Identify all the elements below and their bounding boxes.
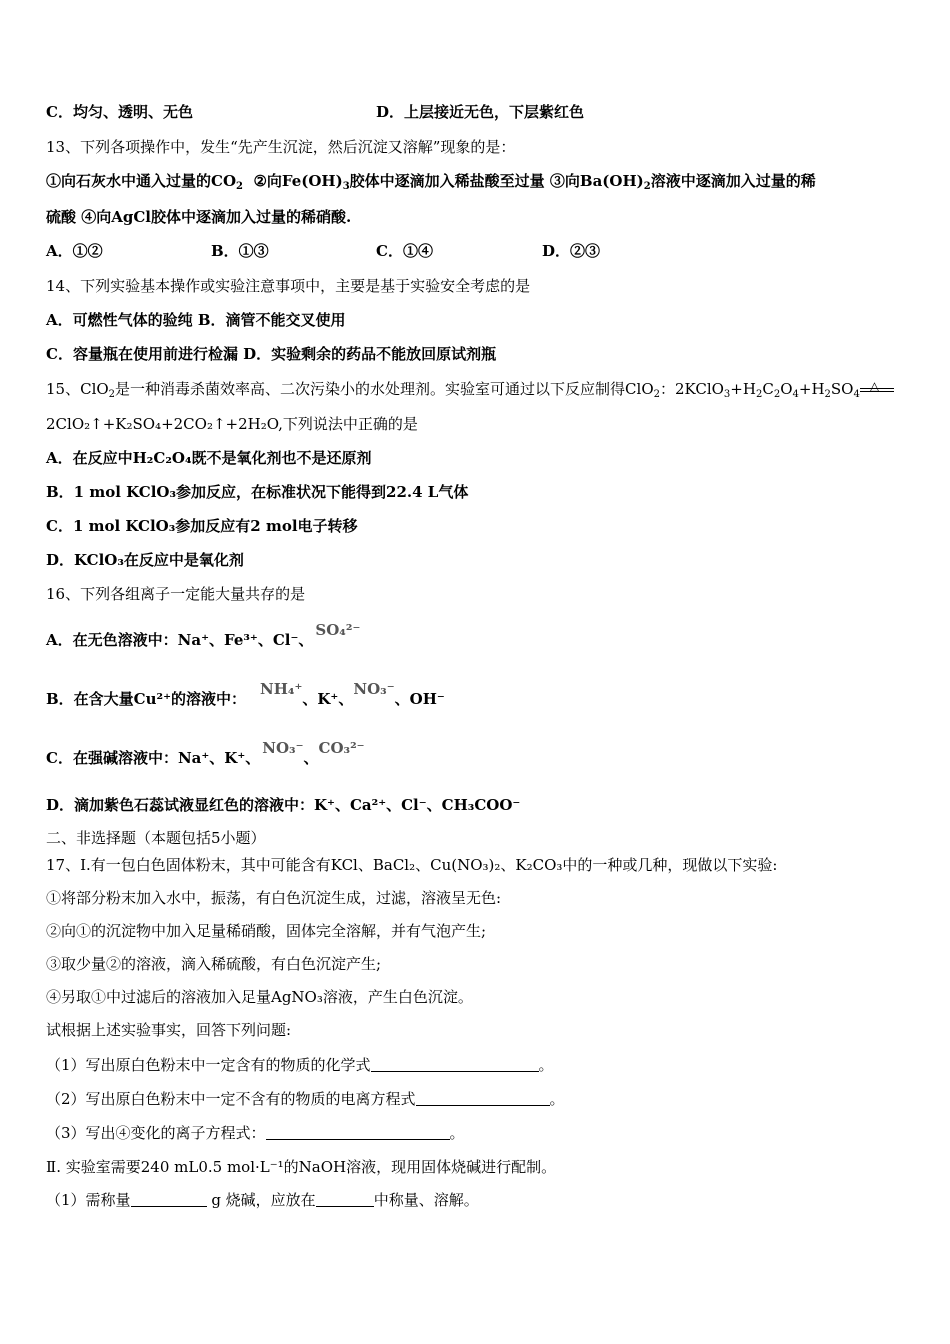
q15-option-a: A．在反应中H₂C₂O₄既不是氧化剂也不是还原剂 bbox=[46, 449, 372, 467]
q16-option-a: A．在无色溶液中：Na⁺、Fe³⁺、Cl⁻、SO₄²⁻ bbox=[46, 621, 361, 649]
q17-step-4: ④另取①中过滤后的溶液加入足量AgNO₃溶液，产生白色沉淀。 bbox=[46, 988, 473, 1006]
q16-stem: 16、下列各组离子一定能大量共存的是 bbox=[46, 585, 306, 603]
q14-stem: 14、下列实验基本操作或实验注意事项中，主要是基于实验安全考虑的是 bbox=[46, 277, 531, 295]
q14-options-cd: C．容量瓶在使用前进行检漏 D．实验剩余的药品不能放回原试剂瓶 bbox=[46, 345, 497, 363]
q13-option-a: A．①② bbox=[46, 242, 103, 260]
q15-option-b: B．1 mol KClO₃参加反应，在标准状况下能得到22.4 L气体 bbox=[46, 483, 469, 501]
q13-items-line1: ①向石灰水中通入过量的$CO_2$ ②向$Fe(OH)_3$胶体中逐滴加入稀盐酸至过量 ③向$Ba(OH)_2$溶液中逐滴加入过量的稀 bbox=[46, 172, 816, 192]
q16-option-b: B．在含大量Cu²⁺的溶液中：NH₄⁺、K⁺、NO₃⁻、OH⁻ bbox=[46, 680, 445, 708]
q15-option-d: D．KClO₃在反应中是氧化剂 bbox=[46, 551, 244, 569]
answer-blank[interactable] bbox=[131, 1190, 207, 1207]
heating-condition-sign: △ bbox=[860, 378, 894, 394]
q17-intro: 17、Ⅰ.有一包白色固体粉末，其中可能含有KCl、BaCl₂、Cu(NO₃)₂、K₂CO₃中的一种或几种，现做以下实验: bbox=[46, 856, 778, 874]
q13-stem: 13、下列各项操作中，发生“先产生沉淀，然后沉淀又溶解”现象的是： bbox=[46, 138, 516, 156]
q13-option-d: D．②③ bbox=[542, 242, 601, 260]
answer-blank[interactable] bbox=[316, 1190, 374, 1207]
q13-option-c: C．①④ bbox=[376, 242, 433, 260]
nitrate-ion-formula: NO₃⁻ bbox=[262, 739, 304, 757]
sulfate-ion-formula: SO₄²⁻ bbox=[315, 621, 361, 639]
q14-options-ab: A．可燃性气体的验纯 B．滴管不能交叉使用 bbox=[46, 311, 346, 329]
q13-option-b: B．①③ bbox=[211, 242, 269, 260]
section-heading: 二、非选择题（本题包括5小题） bbox=[46, 829, 266, 847]
q17-question-prompt: 试根据上述实验事实，回答下列问题: bbox=[46, 1021, 292, 1039]
q16-option-c: C．在强碱溶液中：Na⁺、K⁺、NO₃⁻、CO₃²⁻ bbox=[46, 739, 365, 767]
nitrate-ion-formula: NO₃⁻ bbox=[353, 680, 395, 698]
q17-part-ii: Ⅱ. 实验室需要240 mL0.5 mol·L⁻¹的NaOH溶液，现用固体烧碱进行配制。 bbox=[46, 1158, 557, 1176]
answer-blank[interactable] bbox=[266, 1123, 450, 1140]
q12-option-d: D．上层接近无色，下层紫红色 bbox=[376, 103, 585, 121]
q17-step-2: ②向①的沉淀物中加入足量稀硝酸，固体完全溶解，并有气泡产生; bbox=[46, 922, 487, 940]
q15-option-c: C．1 mol KClO₃参加反应有2 mol电子转移 bbox=[46, 517, 358, 535]
carbonate-ion-formula: CO₃²⁻ bbox=[318, 739, 365, 757]
q15-equation-line2: 2ClO₂↑+K₂SO₄+2CO₂↑+2H₂O,下列说法中正确的是 bbox=[46, 415, 418, 433]
q17-ii-part-1: （1）需称量 g 烧碱，应放在 中称量、溶解。 bbox=[46, 1191, 479, 1209]
q12-option-c: C．均匀、透明、无色 bbox=[46, 103, 193, 121]
answer-blank[interactable] bbox=[416, 1089, 550, 1106]
q16-option-d: D．滴加紫色石蕊试液显红色的溶液中：K⁺、Ca²⁺、Cl⁻、CH₃COO⁻ bbox=[46, 796, 521, 814]
q15-stem: 15、ClO$_2$是一种消毒杀菌效率高、二次污染小的水处理剂。实验室可通过以下反应制得ClO$_2$：$2KClO_3+H_2C_2O_4+H_2SO_4$ △ bbox=[46, 378, 894, 405]
q17-step-1: ①将部分粉末加入水中，振荡，有白色沉淀生成，过滤，溶液呈无色: bbox=[46, 889, 502, 907]
q17-part-3: （3）写出④变化的离子方程式： 。 bbox=[46, 1124, 465, 1142]
q17-step-3: ③取少量②的溶液，滴入稀硫酸，有白色沉淀产生; bbox=[46, 955, 382, 973]
q13-items-line2: 硫酸 ④向AgCl胶体中逐滴加入过量的稀硝酸. bbox=[46, 208, 352, 226]
q17-part-1: （1）写出原白色粉末中一定含有的物质的化学式 。 bbox=[46, 1056, 554, 1074]
ammonium-ion-formula: NH₄⁺ bbox=[260, 680, 303, 698]
q17-part-2: （2）写出原白色粉末中一定不含有的物质的电离方程式 。 bbox=[46, 1090, 565, 1108]
answer-blank[interactable] bbox=[371, 1055, 539, 1072]
